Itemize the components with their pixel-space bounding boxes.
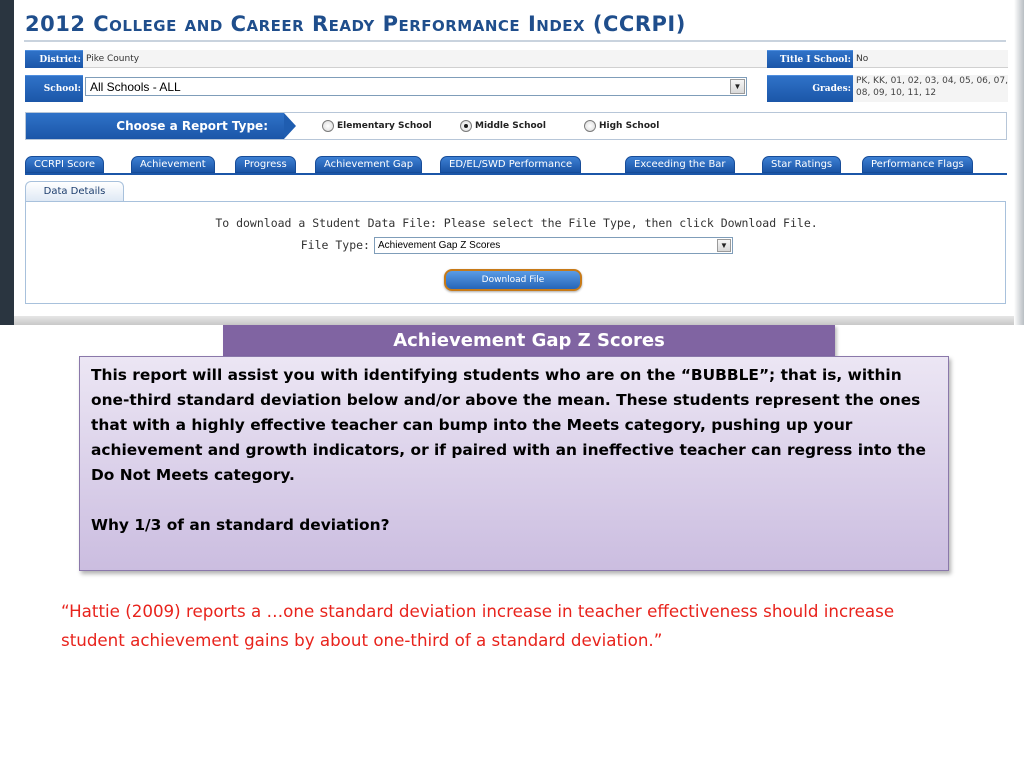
district-label: District: bbox=[25, 50, 83, 68]
tab-exceeding-the-bar[interactable]: Exceeding the Bar bbox=[625, 156, 735, 173]
school-label: School: bbox=[25, 75, 83, 102]
radio-label: Middle School bbox=[475, 121, 546, 131]
tab-achievement[interactable]: Achievement bbox=[131, 156, 215, 173]
tab-ed-el-swd-performance[interactable]: ED/EL/SWD Performance bbox=[440, 156, 581, 173]
subtab-data-details[interactable]: Data Details bbox=[25, 181, 124, 201]
district-value: Pike County bbox=[83, 50, 767, 68]
file-type-select[interactable] bbox=[374, 237, 733, 254]
file-type-value: Achievement Gap Z Scores bbox=[378, 240, 501, 251]
download-panel bbox=[25, 201, 1006, 304]
chevron-down-icon[interactable]: ▼ bbox=[730, 79, 745, 94]
radio-button[interactable] bbox=[584, 120, 596, 132]
ccrpi-screenshot bbox=[0, 0, 1024, 325]
download-file-button[interactable]: Download File bbox=[444, 269, 582, 291]
tab-achievement-gap[interactable]: Achievement Gap bbox=[315, 156, 422, 173]
tab-bar bbox=[25, 156, 1007, 175]
report-type-bar bbox=[25, 112, 1007, 140]
radio-high-school[interactable] bbox=[584, 120, 659, 132]
tab-star-ratings[interactable]: Star Ratings bbox=[762, 156, 841, 173]
grades-label: Grades: bbox=[767, 75, 853, 102]
radio-label: Elementary School bbox=[337, 121, 432, 131]
page-title: 2012 College and Career Ready Performance Index (CCRPI) bbox=[25, 12, 686, 36]
screenshot-left-edge bbox=[0, 0, 14, 325]
grades-value: PK, KK, 01, 02, 03, 04, 05, 06, 07, 08, 09, 10, 11, 12 bbox=[853, 75, 1008, 102]
radio-middle-school[interactable] bbox=[460, 120, 546, 132]
explanation-question: Why 1/3 of an standard deviation? bbox=[91, 516, 390, 534]
radio-elementary-school[interactable] bbox=[322, 120, 432, 132]
hattie-quote: “Hattie (2009) reports a …one standard deviation increase in teacher effectiveness should increase student achievement gains by about one-third of a standard deviation.” bbox=[61, 601, 895, 650]
tab-progress[interactable]: Progress bbox=[235, 156, 296, 173]
radio-button[interactable] bbox=[322, 120, 334, 132]
radio-label: High School bbox=[599, 121, 660, 131]
chevron-down-icon[interactable]: ▼ bbox=[717, 239, 731, 252]
slide-header: Achievement Gap Z Scores bbox=[223, 325, 835, 356]
file-type-label: File Type: bbox=[300, 238, 370, 252]
school-select-value: All Schools - ALL bbox=[90, 79, 181, 94]
radio-button-selected[interactable] bbox=[460, 120, 472, 132]
report-type-label: Choose a Report Type: bbox=[26, 113, 284, 139]
title-i-value: No bbox=[853, 50, 1008, 68]
tab-performance-flags[interactable]: Performance Flags bbox=[862, 156, 973, 173]
tab-ccrpi-score[interactable]: CCRPI Score bbox=[25, 156, 104, 173]
explanation-callout bbox=[79, 356, 949, 571]
title-divider bbox=[24, 40, 1006, 42]
screenshot-bottom-edge bbox=[14, 316, 1014, 325]
download-instructions: To download a Student Data File: Please select the File Type, then click Download File. bbox=[215, 216, 818, 230]
explanation-text: This report will assist you with identifying students who are on the “BUBBLE”; that is, within one-third standard deviation below and/or above the mean. These students represent the ones that with a highly effective teacher can bump into the Meets category, pushing up your achievement and growth indicators, or if paired with an ineffective teacher can regress into the Do Not Meets category. bbox=[91, 366, 926, 484]
title-i-label: Title I School: bbox=[767, 50, 853, 68]
school-select[interactable] bbox=[85, 77, 747, 96]
screenshot-right-edge bbox=[1014, 0, 1024, 325]
